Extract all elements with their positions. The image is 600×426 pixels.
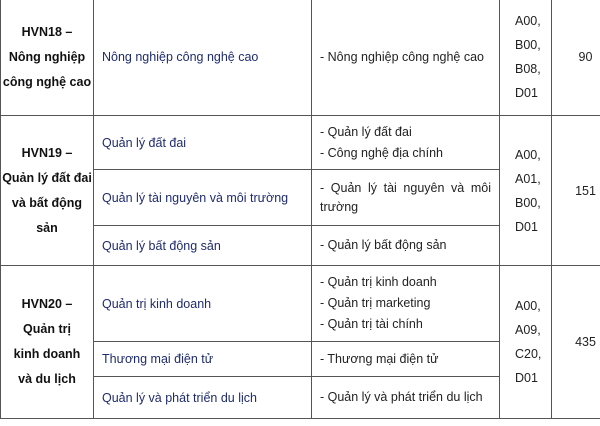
- group-code-cell: HVN19 – Quản lý đất đai và bất động sản: [1, 116, 94, 266]
- specialization-cell: - Quản trị kinh doanh - Quản trị marketing - Quản trị tài chính: [312, 266, 500, 342]
- specialization-cell: - Thương mại điện tử: [312, 342, 500, 377]
- subject-combinations: A00, A01, B00, D01: [500, 116, 552, 266]
- subject-combinations: A00, A09, C20, D01: [500, 266, 552, 419]
- major-name: Quản lý bất động sản: [94, 226, 312, 266]
- major-name: Quản lý tài nguyên và môi trường: [94, 170, 312, 226]
- table-row: [1, 116, 600, 170]
- major-name: Quản trị kinh doanh: [94, 266, 312, 342]
- quota-value: 90: [552, 0, 600, 116]
- major-name: Thương mại điện tử: [94, 342, 312, 377]
- specialization-cell: - Nông nghiệp công nghệ cao: [312, 0, 500, 116]
- specialization-cell: - Quản lý và phát triển du lịch: [312, 377, 500, 419]
- table-row: [1, 0, 600, 116]
- subject-combinations: A00, B00, B08, D01: [500, 0, 552, 116]
- group-code-cell: HVN18 – Nông nghiệp công nghệ cao: [1, 0, 94, 116]
- specialization-cell: - Quản lý đất đai - Công nghệ địa chính: [312, 116, 500, 170]
- table-row: [1, 266, 600, 342]
- major-name: Nông nghiệp công nghệ cao: [94, 0, 312, 116]
- specialization-cell: - Quản lý bất động sản: [312, 226, 500, 266]
- group-code-cell: HVN20 – Quản trị kinh doanh và du lịch: [1, 266, 94, 419]
- specialization-cell: - Quản lý tài nguyên và môi trường: [312, 170, 500, 226]
- major-name: Quản lý và phát triển du lịch: [94, 377, 312, 419]
- quota-value: 151: [552, 116, 600, 266]
- major-name: Quản lý đất đai: [94, 116, 312, 170]
- quota-value: 435: [552, 266, 600, 419]
